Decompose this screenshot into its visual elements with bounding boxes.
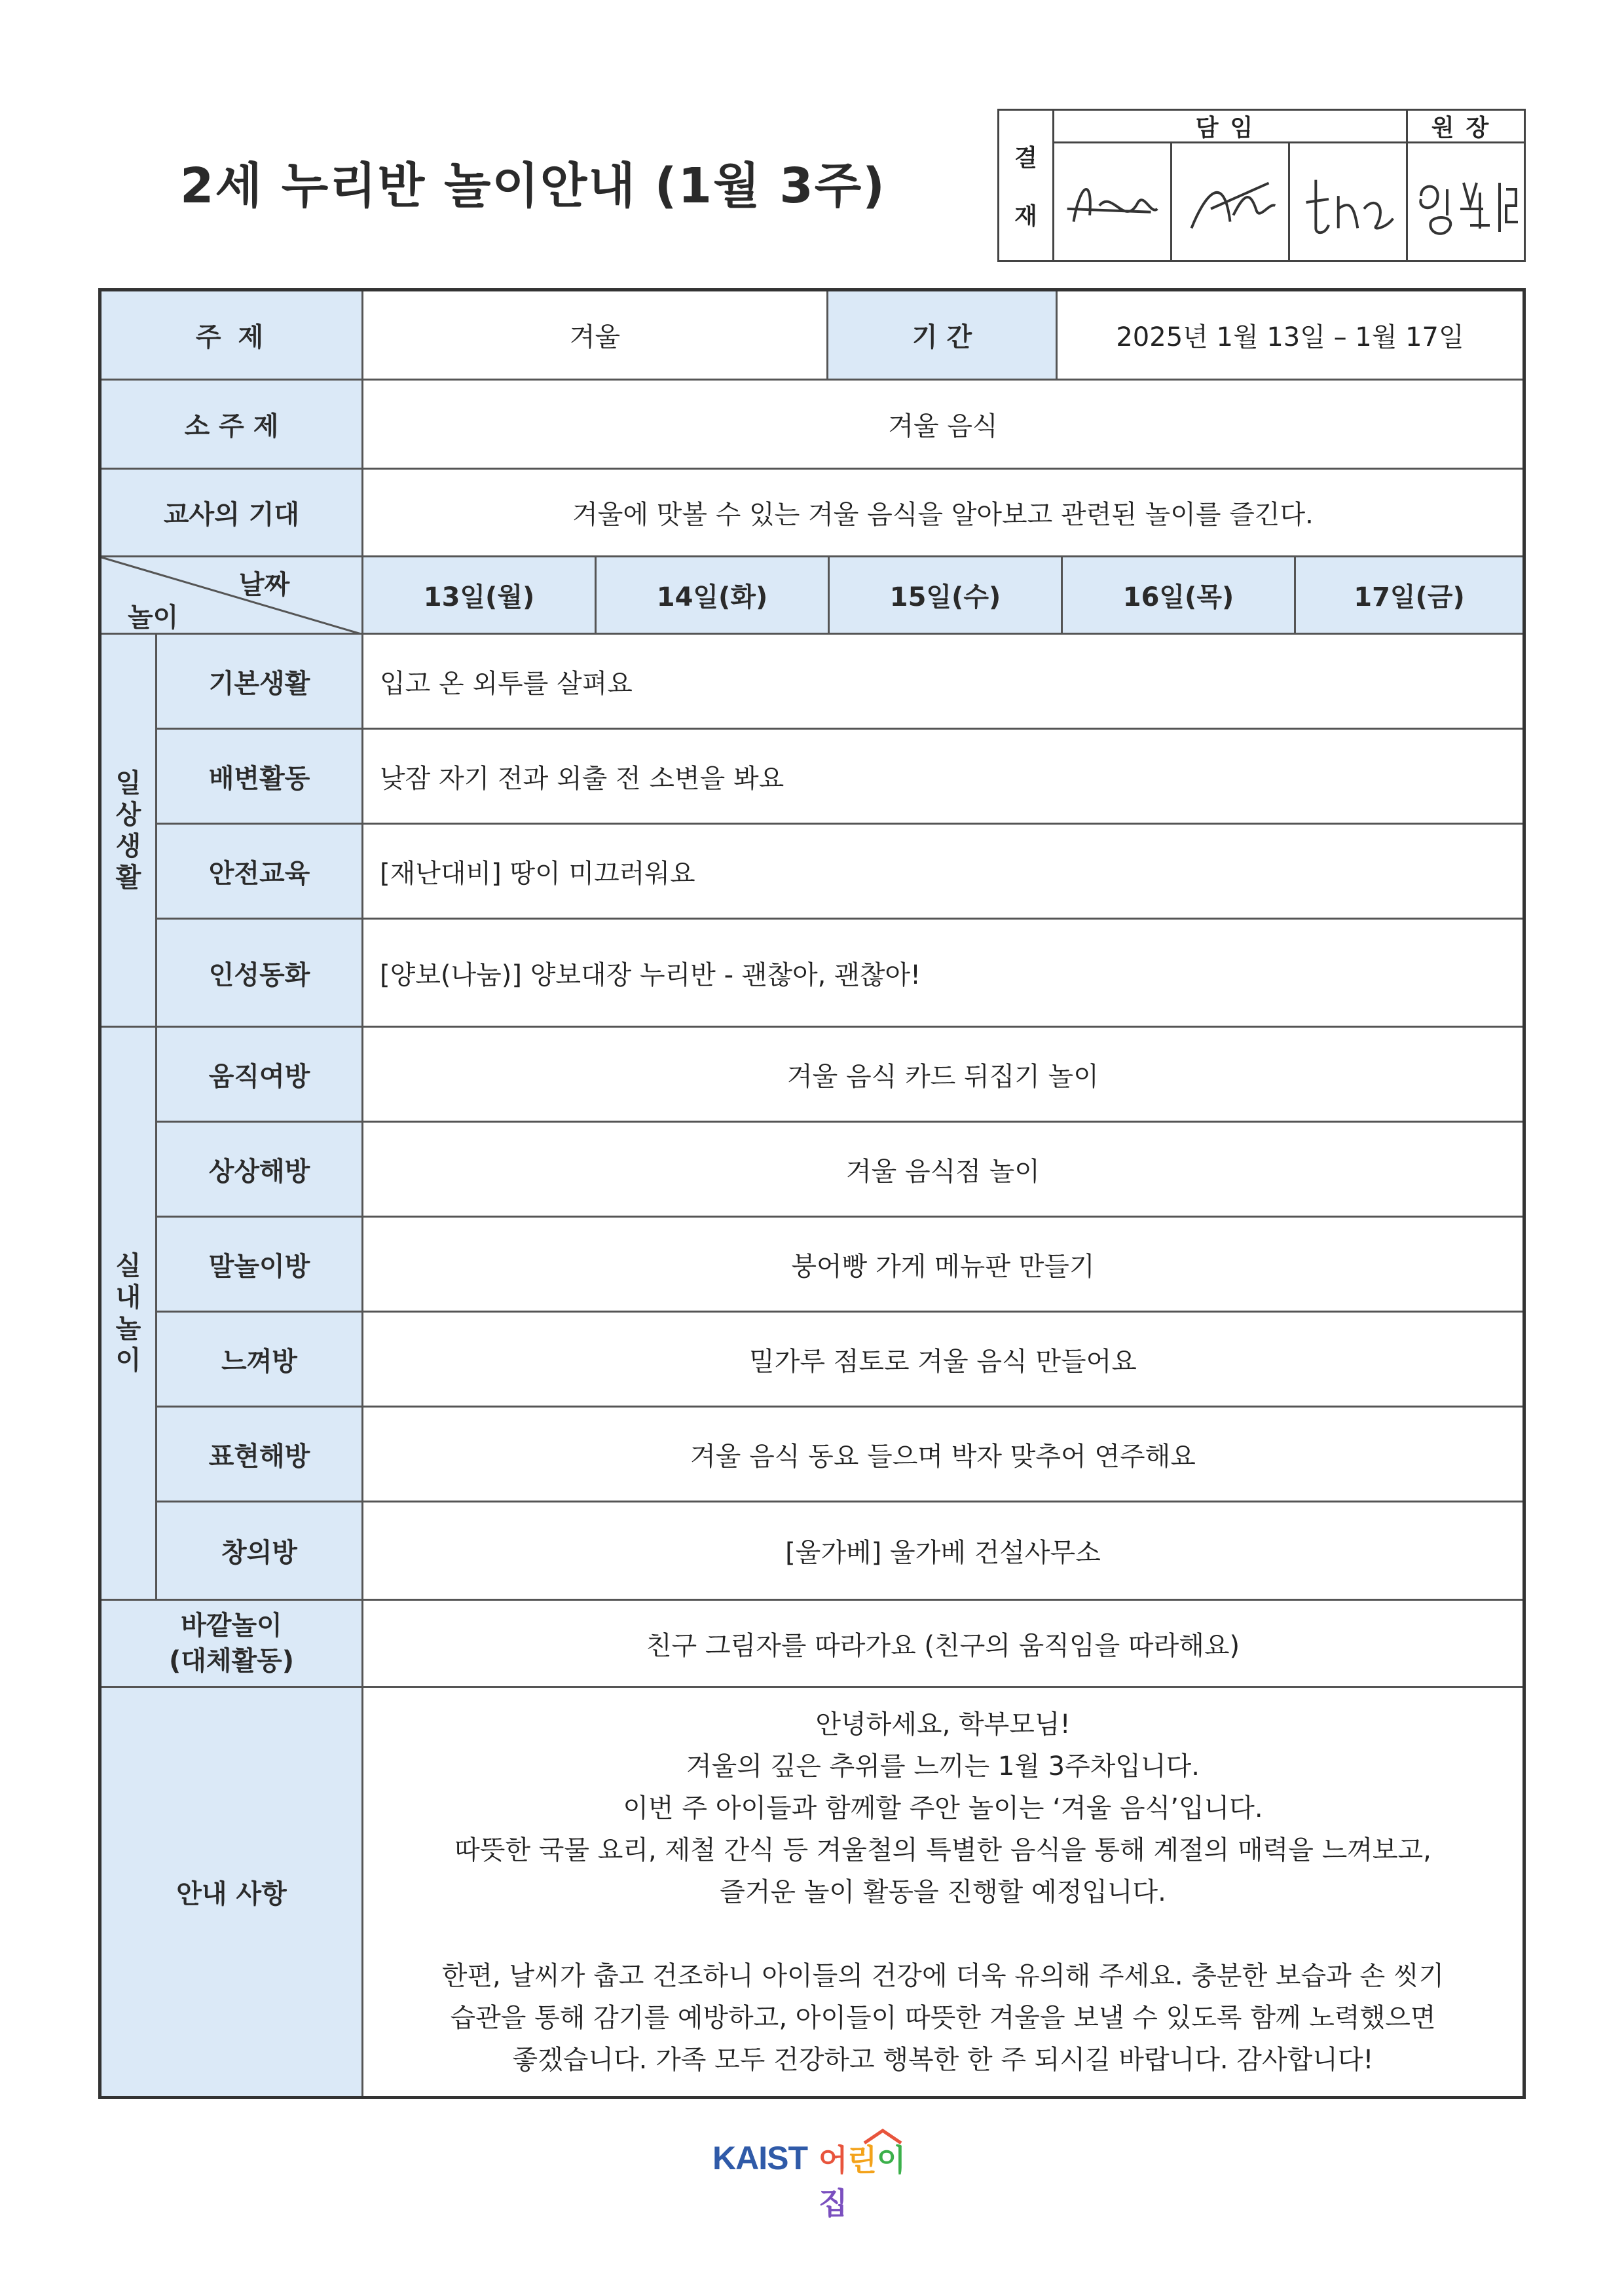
logo-char: 집	[819, 2186, 848, 2221]
notice-line: 한편, 날씨가 춥고 건조하니 아이들의 건강에 더욱 유의해 주세요. 충분한 보습과 손 씻기	[441, 1960, 1445, 1991]
approval-label-bottom: 재	[1014, 203, 1037, 230]
expectation-value: 겨울에 맛볼 수 있는 겨울 음식을 알아보고 관련된 놀이를 즐긴다.	[363, 470, 1522, 557]
notice-line: 즐거운 놀이 활동을 진행할 예정입니다.	[720, 1876, 1166, 1907]
outdoor-play-label	[101, 1601, 363, 1688]
day-header: 15일(수)	[830, 557, 1063, 635]
logo-kaist-text: KAIST	[712, 2140, 807, 2176]
outdoor-play-label-line2: (대체활동)	[168, 1646, 295, 1676]
indoor-play-content: 붕어빵 가게 메뉴판 만들기	[363, 1218, 1522, 1313]
outdoor-play-label-line1: 바깥놀이	[181, 1611, 282, 1641]
period-value: 2025년 1월 13일 – 1월 17일	[1058, 291, 1522, 381]
group-char: 생	[115, 830, 141, 861]
day-header: 16일(목)	[1063, 557, 1296, 635]
logo-char: 린	[847, 2142, 877, 2178]
page-title: 2세 누리반 놀이안내 (1월 3주)	[180, 158, 886, 214]
subtheme-value: 겨울 음식	[363, 381, 1522, 470]
daily-life-label: 기본생활	[157, 635, 363, 730]
group-char: 놀	[115, 1314, 141, 1344]
notice-line: 따뜻한 국물 요리, 제철 간식 등 겨울철의 특별한 음식을 통해 계절의 매력을 느껴보고,	[454, 1835, 1431, 1865]
indoor-play-content: 겨울 음식점 놀이	[363, 1123, 1522, 1218]
plan-table	[98, 288, 1526, 2099]
notice-line: 겨울의 깊은 추위를 느끼는 1월 3주차입니다.	[686, 1751, 1200, 1782]
expectation-label: 교사의 기대	[101, 470, 363, 557]
date-label: 날짜	[239, 570, 290, 600]
play-label: 놀이	[128, 603, 179, 633]
theme-value: 겨울	[363, 291, 828, 381]
daily-life-content: 낮잠 자기 전과 외출 전 소변을 봐요	[363, 730, 1522, 825]
approval-label	[999, 111, 1054, 260]
approval-label-top: 결	[1014, 145, 1037, 172]
group-char: 내	[115, 1282, 141, 1313]
date-play-corner	[101, 557, 363, 635]
day-header: 14일(화)	[597, 557, 830, 635]
notice-line: 안녕하세요, 학부모님!	[815, 1709, 1071, 1740]
group-char: 실	[115, 1251, 141, 1281]
signature-3	[1290, 143, 1408, 262]
house-roof-icon	[863, 2129, 902, 2144]
daily-life-content: 입고 온 외투를 살펴요	[363, 635, 1522, 730]
notice-label: 안내 사항	[101, 1688, 363, 2096]
logo-hangul-text	[819, 2136, 915, 2223]
approval-head-teacher: 담임	[1054, 111, 1408, 143]
logo-char: 이	[876, 2142, 906, 2178]
indoor-play-content: 겨울 음식 카드 뒤집기 놀이	[363, 1028, 1522, 1123]
notice-line: 이번 주 아이들과 함께할 주안 놀이는 ‘겨울 음식’입니다.	[623, 1793, 1263, 1823]
indoor-play-label: 말놀이방	[157, 1218, 363, 1313]
notice-line: 습관을 통해 감기를 예방하고, 아이들이 따뜻한 겨울을 보낼 수 있도록 함께 노력했으면	[450, 2002, 1436, 2033]
group-char: 일	[115, 768, 141, 798]
daily-life-label: 배변활동	[157, 730, 363, 825]
daily-life-group-label	[101, 635, 157, 1028]
indoor-play-label: 움직여방	[157, 1028, 363, 1123]
daily-life-label: 인성동화	[157, 920, 363, 1028]
theme-label: 주 제	[101, 291, 363, 381]
subtheme-label: 소 주 제	[101, 381, 363, 470]
notice-content	[363, 1688, 1522, 2096]
day-header: 17일(금)	[1296, 557, 1522, 635]
indoor-play-content: [울가베] 울가베 건설사무소	[363, 1502, 1522, 1601]
logo-char: 어	[819, 2142, 848, 2178]
indoor-play-label: 상상해방	[157, 1123, 363, 1218]
daily-life-content: [재난대비] 땅이 미끄러워요	[363, 825, 1522, 920]
daily-life-label: 안전교육	[157, 825, 363, 920]
group-char: 활	[115, 862, 141, 893]
indoor-play-content: 겨울 음식 동요 들으며 박자 맞추어 연주해요	[363, 1408, 1522, 1502]
signature-4	[1408, 143, 1524, 262]
approval-box	[997, 109, 1526, 262]
outdoor-play-content: 친구 그림자를 따라가요 (친구의 움직임을 따라해요)	[363, 1601, 1522, 1688]
period-label: 기 간	[828, 291, 1058, 381]
indoor-play-label: 표현해방	[157, 1408, 363, 1502]
day-header: 13일(월)	[363, 557, 597, 635]
signature-1	[1054, 143, 1172, 262]
indoor-play-label: 창의방	[157, 1502, 363, 1601]
notice-line: 좋겠습니다. 가족 모두 건강하고 행복한 한 주 되시길 바랍니다. 감사합니다!	[512, 2044, 1374, 2075]
indoor-play-content: 밀가루 점토로 겨울 음식 만들어요	[363, 1313, 1522, 1408]
group-char: 이	[115, 1345, 141, 1375]
approval-head-director: 원장	[1408, 111, 1524, 143]
kaist-kindergarten-logo	[712, 2134, 915, 2221]
daily-life-content: [양보(나눔)] 양보대장 누리반 - 괜찮아, 괜찮아!	[363, 920, 1522, 1028]
group-char: 상	[115, 799, 141, 830]
indoor-play-label: 느껴방	[157, 1313, 363, 1408]
indoor-play-group-label	[101, 1028, 157, 1601]
signature-2	[1172, 143, 1290, 262]
